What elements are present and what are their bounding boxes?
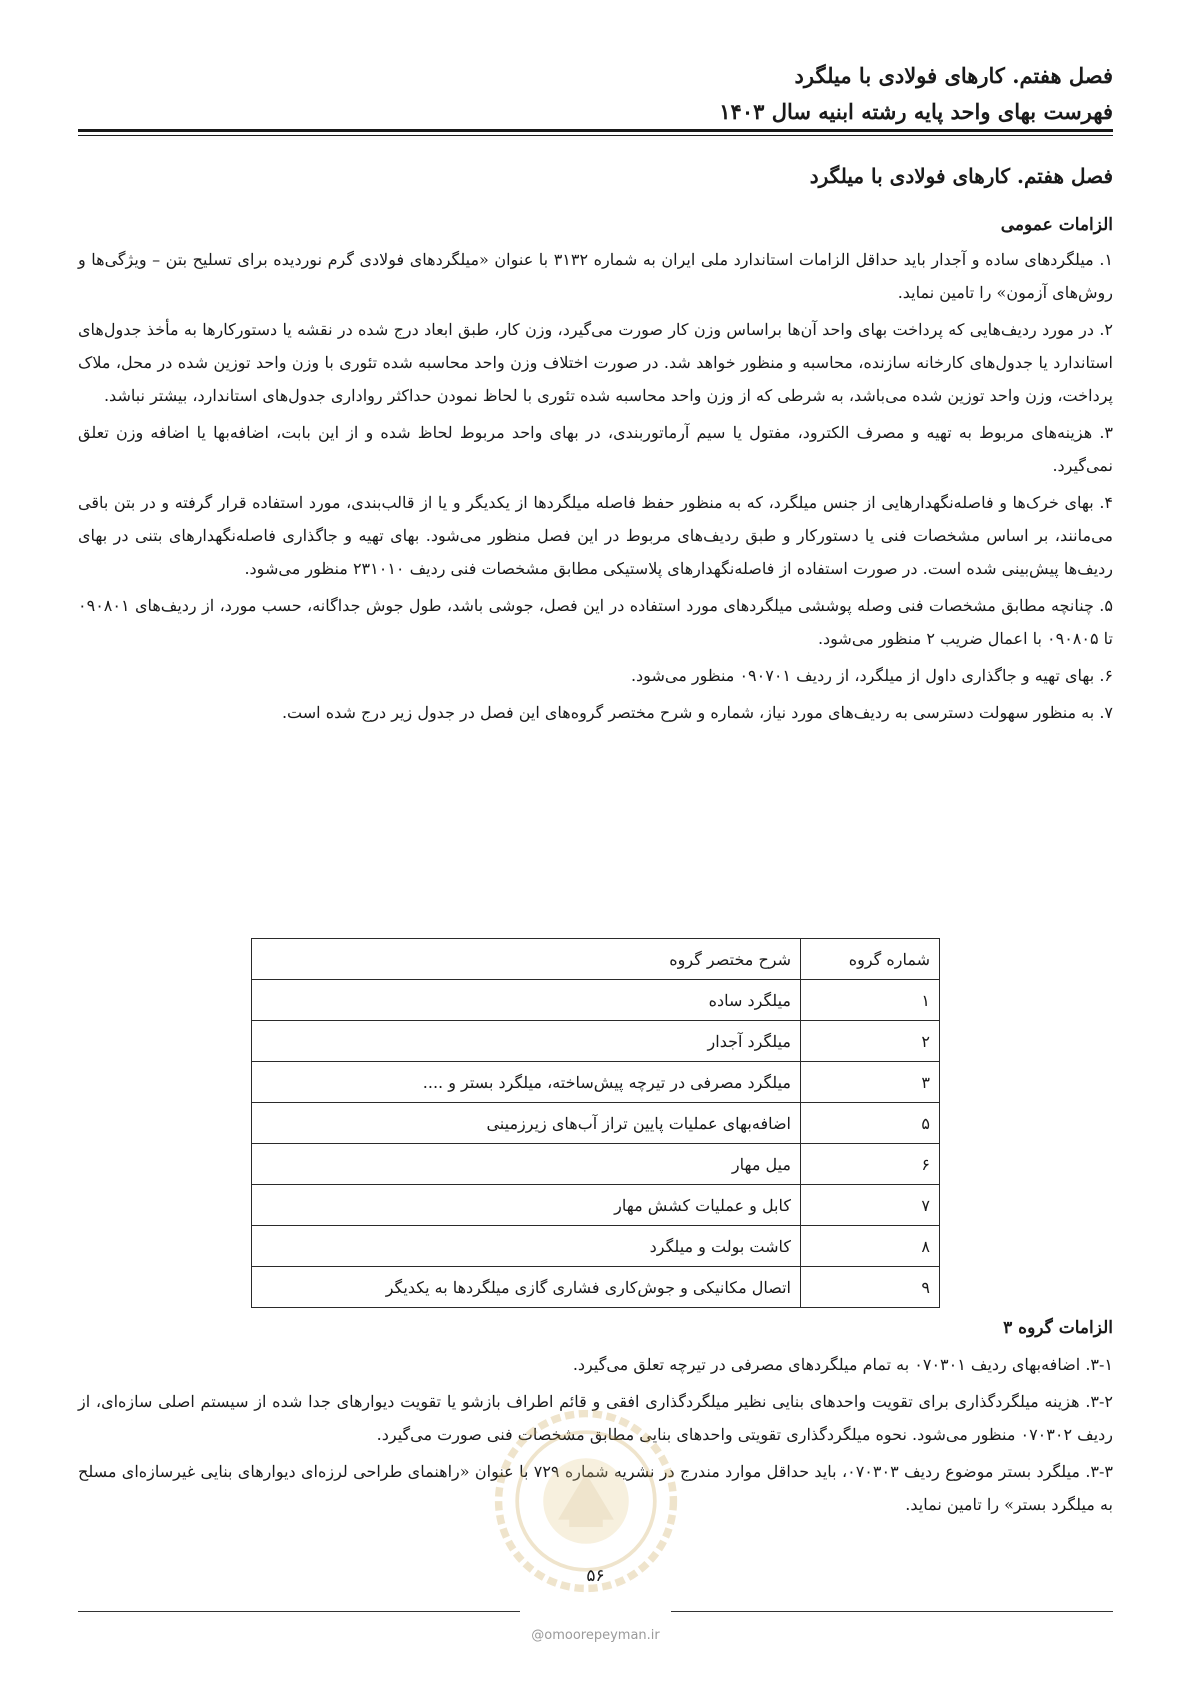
- watermark-site: @omoorepeyman.ir: [531, 1628, 660, 1643]
- chapter-title: فصل هفتم. کارهای فولادی با میلگرد: [809, 164, 1113, 188]
- paragraph: ۳-۲. هزینه میلگردگذاری برای تقویت واحدهای بنایی نظیر میلگردگذاری افقی و قائم اطراف بازشو یا تقویت دیوارهای جدا شده از سیستم اصلی سازه‌ای، از ردیف ۰۷۰۳۰۲ منظور می‌شود. نحوه میلگردگذاری تقویتی واحدهای بنایی مطابق مشخصات فنی صورت می‌گیرد.: [78, 1392, 1113, 1444]
- group-number: ۸: [801, 1226, 940, 1267]
- group-description: میلگرد آجدار: [252, 1021, 801, 1062]
- running-header: [78, 58, 1113, 130]
- table-row: [252, 1267, 940, 1308]
- table-row: [252, 1021, 940, 1062]
- paragraph: ۶. بهای تهیه و جاگذاری داول از میلگرد، از ردیف ۰۹۰۷۰۱ منظور می‌شود.: [630, 666, 1113, 685]
- paragraph: ۱. میلگردهای ساده و آجدار باید حداقل الزامات استاندارد ملی ایران به شماره ۳۱۳۲ با عنوان «میلگردهای فولادی گرم نوردیده برای تسلیح بتن – ویژگی‌ها و روش‌های آزمون» را تامین نماید.: [78, 250, 1113, 302]
- general-paragraphs: [78, 243, 1113, 733]
- group3-heading: الزامات گروه ۳: [1003, 1318, 1113, 1338]
- group-number: ۱: [801, 980, 940, 1021]
- paragraph: ۲. در مورد ردیف‌هایی که پرداخت بهای واحد آن‌ها براساس وزن کار صورت می‌گیرد، وزن کار، طبق ابعاد درج شده در نقشه یا دستورکارها به مأخذ جدول‌های استاندارد یا جدول‌های کارخانه سازنده، محاسبه و منظور خواهد شد. در صورت اختلاف وزن واحد محاسبه شده تئوری با وزن واحد توزین شده در محل، ملاک پرداخت، وزن واحد توزین شده می‌باشد، به شرطی که از وزن واحد محاسبه شده تئوری با لحاظ نمودن حداکثر رواداری جدول‌های استاندارد، بیشتر نباشد.: [78, 320, 1113, 405]
- group-description: میلگرد مصرفی در تیرچه پیش‌ساخته، میلگرد بستر و ....: [252, 1062, 801, 1103]
- table-header-row: [252, 939, 940, 980]
- group-number: ۹: [801, 1267, 940, 1308]
- paragraph: ۳-۳. میلگرد بستر موضوع ردیف ۰۷۰۳۰۳، باید حداقل موارد مندرج در نشریه شماره ۷۲۹ با عنوان «راهنمای طراحی لرزه‌ای دیوارهای بنایی غیرسازه‌ای مسلح به میلگرد بستر» را تامین نماید.: [78, 1462, 1113, 1514]
- paragraph: ۳-۱. اضافه‌بهای ردیف ۰۷۰۳۰۱ به تمام میلگردهای مصرفی در تیرچه تعلق می‌گیرد.: [572, 1355, 1113, 1374]
- footer-rule-right: [671, 1611, 1113, 1612]
- group-description: میل مهار: [252, 1144, 801, 1185]
- group-number: ۷: [801, 1185, 940, 1226]
- table-row: [252, 1103, 940, 1144]
- paragraph: ۵. چنانچه مطابق مشخصات فنی وصله پوششی میلگردهای مورد استفاده در این فصل، جوشی باشد، طول جوش جداگانه، حسب مورد، از ردیف‌های ۰۹۰۸۰۱ تا ۰۹۰۸۰۵ با اعمال ضریب ۲ منظور می‌شود.: [78, 596, 1113, 648]
- header-rule-thin: [78, 135, 1113, 136]
- header-chapter: فصل هفتم. کارهای فولادی با میلگرد: [794, 63, 1113, 88]
- group-number: ۳: [801, 1062, 940, 1103]
- group-number: ۲: [801, 1021, 940, 1062]
- group-number: ۵: [801, 1103, 940, 1144]
- table-row: [252, 980, 940, 1021]
- group-description: کابل و عملیات کشش مهار: [252, 1185, 801, 1226]
- column-header-group-number: شماره گروه: [801, 939, 940, 980]
- group-number: ۶: [801, 1144, 940, 1185]
- group-description: میلگرد ساده: [252, 980, 801, 1021]
- table-row: [252, 1144, 940, 1185]
- table-row: [252, 1062, 940, 1103]
- header-book-title: فهرست بهای واحد پایه رشته ابنیه سال ۱۴۰۳: [719, 99, 1113, 124]
- group-description: کاشت بولت و میلگرد: [252, 1226, 801, 1267]
- column-header-description: شرح مختصر گروه: [252, 939, 801, 980]
- table-row: [252, 1185, 940, 1226]
- paragraph: ۴. بهای خرک‌ها و فاصله‌نگهدارهایی از جنس میلگرد، که به منظور حفظ فاصله میلگردها از یکدیگر و یا از قالب‌بندی، مورد استفاده قرار گرفته و در بتن باقی می‌مانند، بر اساس مشخصات فنی یا دستورکار و طبق ردیف‌های مربوط در این فصل منظور می‌شود. بهای تهیه و جاگذاری فاصله‌نگهدارهای بتنی در بهای ردیف‌ها پیش‌بینی شده است. در صورت استفاده از فاصله‌نگهدارهای پلاستیکی مطابق مشخصات فنی ردیف ۲۳۱۰۱۰ منظور می‌شود.: [78, 493, 1113, 578]
- general-heading: الزامات عمومی: [1000, 215, 1113, 235]
- group-table: [251, 938, 940, 1308]
- footer-rule-left: [78, 1611, 520, 1612]
- table-row: [252, 1226, 940, 1267]
- group-description: اضافه‌بهای عملیات پایین تراز آب‌های زیرزمینی: [252, 1103, 801, 1144]
- paragraph: ۷. به منظور سهولت دسترسی به ردیف‌های مورد نیاز، شماره و شرح مختصر گروه‌های این فصل در جدول زیر درج شده است.: [281, 703, 1113, 722]
- paragraph: ۳. هزینه‌های مربوط به تهیه و مصرف الکترود، مفتول یا سیم آرماتوربندی، در بهای واحد مربوط لحاظ شده و از این بابت، اضافه‌بها یا اضافه وزن تعلق نمی‌گیرد.: [78, 423, 1114, 475]
- header-rule-thick: [78, 129, 1113, 132]
- group-description: اتصال مکانیکی و جوش‌کاری فشاری گازی میلگردها به یکدیگر: [252, 1267, 801, 1308]
- page-number: ۵۶: [586, 1566, 605, 1586]
